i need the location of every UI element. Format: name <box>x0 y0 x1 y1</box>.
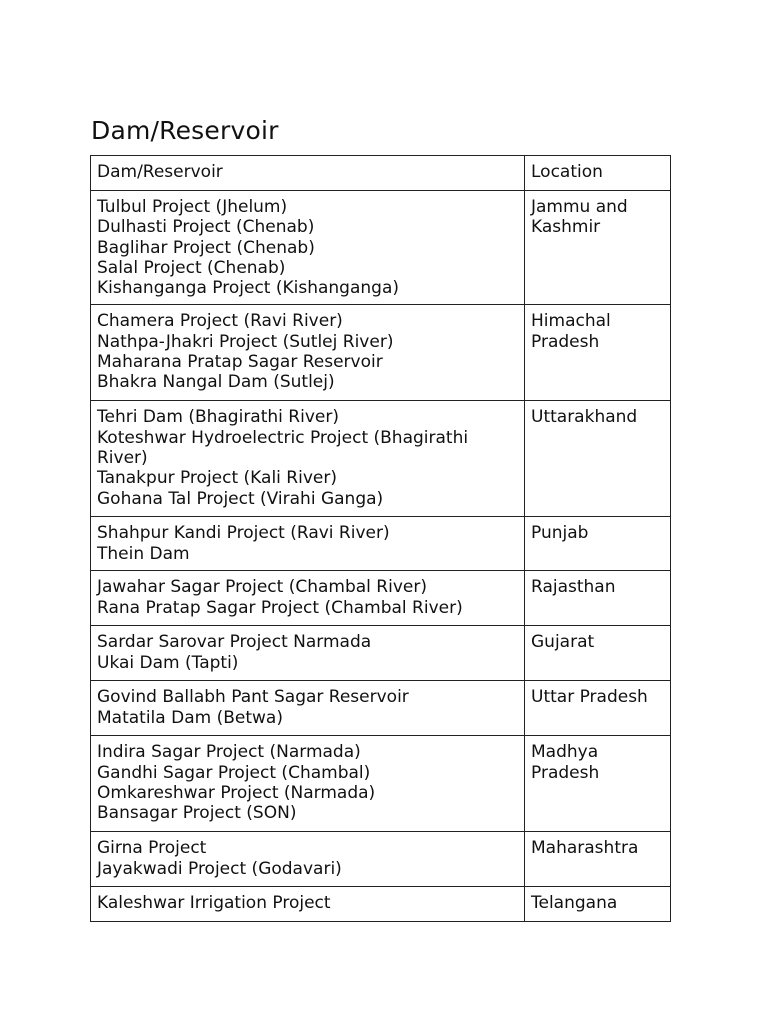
dam-location-table <box>90 155 671 922</box>
dam-list-cell <box>91 626 525 681</box>
dam-entry: Shahpur Kandi Project (Ravi River) <box>97 523 390 544</box>
dam-entry: Kaleshwar Irrigation Project <box>97 893 331 914</box>
table-row <box>91 887 671 922</box>
dam-list-cell <box>91 517 525 571</box>
dam-entry: Maharana Pratap Sagar Reservoir <box>97 352 383 373</box>
location-cell: Punjab <box>525 517 671 571</box>
dam-list-cell <box>91 401 525 517</box>
table-row <box>91 681 671 736</box>
dam-entry: Thein Dam <box>97 543 190 564</box>
dam-entry: Baglihar Project (Chenab) <box>97 237 315 258</box>
dam-entry: Gohana Tal Project (Virahi Ganga) <box>97 488 384 509</box>
dam-list-cell <box>91 832 525 887</box>
location-cell: Uttarakhand <box>525 401 671 517</box>
location-cell: Telangana <box>525 887 671 922</box>
location-cell: Madhya Pradesh <box>525 736 671 832</box>
table-row <box>91 517 671 571</box>
dam-entry: Koteshwar Hydroelectric Project (Bhagirathi River) <box>97 427 469 469</box>
table-row <box>91 736 671 832</box>
dam-entry: Chamera Project (Ravi River) <box>97 311 343 332</box>
table-row <box>91 191 671 305</box>
location-cell: Uttar Pradesh <box>525 681 671 736</box>
table-row <box>91 571 671 626</box>
page-title: Dam/Reservoir <box>91 116 279 145</box>
column-header-dam: Dam/Reservoir <box>91 156 525 191</box>
dam-list-cell <box>91 736 525 832</box>
dam-entry: Indira Sagar Project (Narmada) <box>97 742 361 763</box>
location-cell: Himachal Pradesh <box>525 305 671 401</box>
dam-entry: Bhakra Nangal Dam (Sutlej) <box>97 372 335 393</box>
dam-entry: Sardar Sarovar Project Narmada <box>97 632 372 653</box>
dam-list-cell <box>91 681 525 736</box>
dam-list-cell <box>91 191 525 305</box>
dam-entry: Jayakwadi Project (Godavari) <box>97 858 342 879</box>
dam-entry: Girna Project <box>97 838 207 859</box>
dam-entry: Bansagar Project (SON) <box>97 803 297 824</box>
dam-entry: Salal Project (Chenab) <box>97 257 286 278</box>
dam-entry: Ukai Dam (Tapti) <box>97 652 239 673</box>
location-cell: Jammu and Kashmir <box>525 191 671 305</box>
dam-entry: Nathpa-Jhakri Project (Sutlej River) <box>97 331 394 352</box>
table-header-row <box>91 156 671 191</box>
dam-entry: Tanakpur Project (Kali River) <box>97 468 337 489</box>
dam-entry: Jawahar Sagar Project (Chambal River) <box>97 577 427 598</box>
dam-entry: Tulbul Project (Jhelum) <box>97 197 288 217</box>
location-cell: Maharashtra <box>525 832 671 887</box>
location-cell: Gujarat <box>525 626 671 681</box>
table-row <box>91 401 671 517</box>
dam-list-cell <box>91 887 525 922</box>
dam-entry: Matatila Dam (Betwa) <box>97 707 283 728</box>
dam-list-cell <box>91 571 525 626</box>
dam-entry: Omkareshwar Project (Narmada) <box>97 783 376 804</box>
dam-entry: Kishanganga Project (Kishanganga) <box>97 278 400 299</box>
dam-entry: Govind Ballabh Pant Sagar Reservoir <box>97 687 409 708</box>
table-row <box>91 832 671 887</box>
column-header-location: Location <box>525 156 671 191</box>
dam-entry: Dulhasti Project (Chenab) <box>97 217 315 238</box>
dam-entry: Rana Pratap Sagar Project (Chambal River) <box>97 597 463 618</box>
table-row <box>91 626 671 681</box>
dam-entry: Tehri Dam (Bhagirathi River) <box>97 407 339 428</box>
dam-entry: Gandhi Sagar Project (Chambal) <box>97 762 371 783</box>
location-cell: Rajasthan <box>525 571 671 626</box>
dam-list-cell <box>91 305 525 401</box>
table-row <box>91 305 671 401</box>
